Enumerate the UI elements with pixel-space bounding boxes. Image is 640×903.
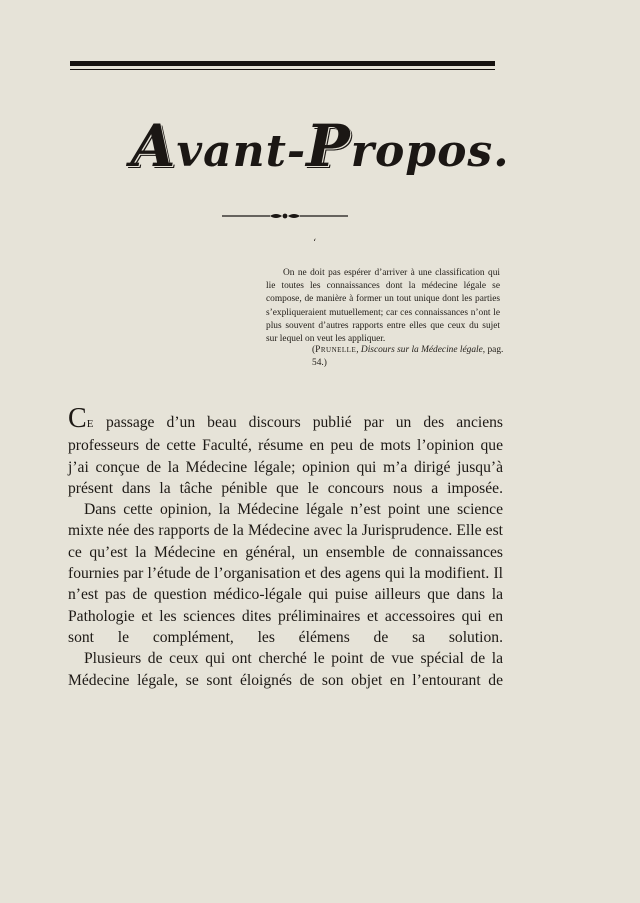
citation-work: Discours sur la Médecine légale [360,345,483,355]
drop-cap: C [68,403,87,434]
citation-page: , pag. 54.) [312,345,504,369]
header-rule-thin [70,69,495,70]
ornamental-divider [222,209,348,223]
body-text [68,403,503,691]
title-initial-a: A [130,112,177,180]
title-word-1: vant- [176,126,307,177]
header-rule-thick [70,61,495,66]
paragraph-3: Plusieurs de ceux qui ont cherché le point de vue spécial de la Médecine légale, se sont éloignés de son objet en l’entourant de [68,650,503,689]
paragraph-2: Dans cette opinion, la Médecine légale n’est point une science mixte née des rapports de la Médecine avec la Jurisprudence. Elle est ce qu’est la Médecine en général, un ensemble de connaissances fournies par l’étude de l’organisation et des agens qui la modifient. Il n’est pas de question médico-légale qui puise ailleurs que dans la Pathologie et les sciences dites préliminaires et accessoires qui en sont le complément, les élémens de sa solution. [68,501,503,646]
page-title [0,112,640,180]
stray-mark: ‘ [313,238,317,249]
citation-author: Prunelle [315,345,357,355]
paragraph-1: CE passage d’un beau discours publié par un des anciens professeurs de cette Faculté, résume en peu de mots l’opinion que j’ai conçue de la Médecine légale; opinion qui m’a dirigé jusqu’à présent dans la tâche pénible que le concours nous a imposée. [68,403,503,497]
epigraph-citation: (Prunelle, Discours sur la Médecine légale, pag. 54.) [312,345,504,369]
title-word-2: ropos. [350,126,510,177]
epigraph: On ne doit pas espérer d’arriver à une classification qui lie toutes les connaissances dont la médecine légale se compose, de manière à former un tout unique dont les parties s’expliqueraient mutuellement; car ces connaissances n’ont le plus souvent d’autres rapports entre elles que ceux du sujet sur lequel on veut les appliquer. [266,268,500,345]
title-initial-p: P [306,112,351,180]
